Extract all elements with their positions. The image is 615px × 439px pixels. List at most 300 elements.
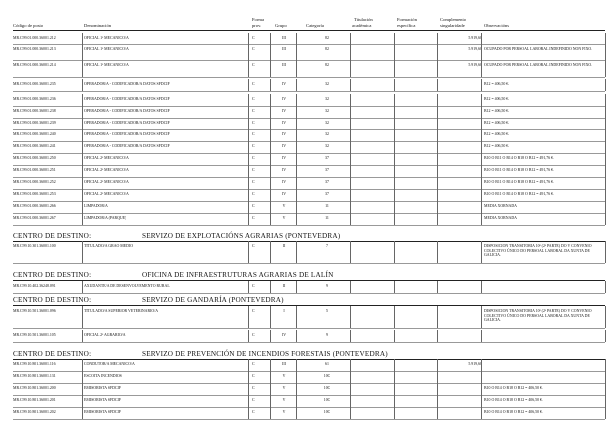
table-row xyxy=(0,153,615,165)
row-code: MR.C99.01.000.36001.240 xyxy=(13,132,56,136)
column-divider xyxy=(296,118,297,129)
column-divider xyxy=(394,213,395,225)
table-row xyxy=(0,306,615,328)
row-observacions: OCUPADO POR PERSOAL LABORAL INDEFINIDO NON FIXO. xyxy=(484,47,593,51)
row-denominacion: OPERADOR/A - CODIFICADOR/A DATOS SFDCIF xyxy=(84,82,170,86)
column-divider xyxy=(296,330,297,342)
column-divider xyxy=(350,201,351,213)
column-divider xyxy=(605,94,606,106)
row-observacions: B12 = 406,50 €. xyxy=(484,97,510,101)
column-divider xyxy=(437,141,438,153)
column-divider xyxy=(248,153,249,165)
column-divider xyxy=(82,201,83,213)
column-divider xyxy=(605,306,606,328)
column-divider xyxy=(437,213,438,225)
column-divider xyxy=(270,359,271,371)
row-grupo: V xyxy=(282,398,286,402)
row-observacions: B12 = 406,50 €. xyxy=(484,132,510,136)
column-divider xyxy=(296,407,297,419)
row-observacions: B10 Ó B14 Ó B18 Ó B12 = 406,50 €. xyxy=(484,410,543,414)
header-titulacion: Titulación xyxy=(354,17,373,22)
column-divider xyxy=(605,153,606,165)
column-divider xyxy=(605,44,606,60)
row-grupo: IV xyxy=(281,156,287,160)
column-divider xyxy=(270,33,271,44)
column-divider xyxy=(296,44,297,60)
column-divider xyxy=(605,330,606,342)
row-denominacion: OPERADOR/A - CODIFICADOR/A DATOS SFDCIF xyxy=(84,109,170,113)
column-divider xyxy=(248,407,249,419)
section-title: SERVIZO DE GANDARÍA (PONTEVEDRA) xyxy=(142,296,284,304)
row-denominacion: OPERADOR/A - CODIFICADOR/A DATOS SFDCIF xyxy=(84,121,170,125)
row-observacions: B12 = 406,50 €. xyxy=(484,82,510,86)
column-divider xyxy=(248,94,249,106)
row-categoria: 10C xyxy=(323,374,331,378)
column-divider xyxy=(296,60,297,77)
row-observacions: B10 Ó B14 Ó B18 Ó B12 = 406,50 €. xyxy=(484,386,543,390)
column-divider xyxy=(394,395,395,407)
column-divider xyxy=(437,106,438,118)
column-divider xyxy=(481,407,482,419)
column-divider xyxy=(437,118,438,129)
row-code: MR.C99.10.501.36001.105 xyxy=(13,333,56,337)
row-grupo: IV xyxy=(281,144,287,148)
column-divider xyxy=(605,359,606,371)
column-divider xyxy=(481,201,482,213)
table-row xyxy=(0,94,615,106)
column-divider xyxy=(248,395,249,407)
column-divider xyxy=(82,165,83,177)
column-divider xyxy=(481,79,482,91)
column-divider xyxy=(437,395,438,407)
column-divider xyxy=(82,60,83,77)
column-divider xyxy=(248,177,249,189)
header-observacions: Observacións xyxy=(484,23,510,28)
column-divider xyxy=(437,201,438,213)
row-code: MR.C99.10.301.36001.100 xyxy=(13,244,56,248)
row-denominacion: EMISORISTA SFDCIF xyxy=(84,410,121,414)
column-divider xyxy=(394,306,395,328)
row-forma: C xyxy=(252,82,255,86)
row-categoria: 32 xyxy=(325,97,329,101)
row-denominacion: OFICIAL 2ª AGRARIO/A xyxy=(84,333,126,337)
column-divider xyxy=(605,165,606,177)
column-divider xyxy=(481,359,482,371)
column-divider xyxy=(270,306,271,328)
column-divider xyxy=(350,395,351,407)
column-divider xyxy=(394,371,395,383)
row-grupo: III xyxy=(282,36,286,40)
row-observacions: MEDIA XORNADA xyxy=(484,204,517,208)
row-code: MR.C99.01.000.36001.253 xyxy=(13,192,56,196)
row-forma: C xyxy=(252,156,255,160)
column-divider xyxy=(481,281,482,293)
column-divider xyxy=(82,213,83,225)
table-row xyxy=(0,118,615,129)
column-divider xyxy=(394,33,395,44)
column-divider xyxy=(481,306,482,328)
row-forma: C xyxy=(252,410,255,414)
row-denominacion: OFICIAL 1ª MECÁNICO/A xyxy=(84,47,129,51)
column-divider xyxy=(605,60,606,77)
column-divider xyxy=(350,383,351,395)
row-code: MR.C99.10.402.36248.091 xyxy=(13,284,56,288)
row-divider xyxy=(13,77,605,78)
row-grupo: V xyxy=(282,216,286,220)
row-categoria: 37 xyxy=(325,192,329,196)
column-divider xyxy=(296,371,297,383)
column-divider xyxy=(437,94,438,106)
row-categoria: 5 xyxy=(326,309,328,313)
row-categoria: 9 xyxy=(326,333,328,337)
column-divider xyxy=(296,165,297,177)
column-divider xyxy=(296,33,297,44)
column-divider xyxy=(394,241,395,263)
column-divider xyxy=(270,165,271,177)
column-divider xyxy=(481,213,482,225)
row-code: MR.C99.10.501.36001.096 xyxy=(13,309,56,313)
row-forma: C xyxy=(252,121,255,125)
row-grupo: II xyxy=(282,284,286,288)
column-divider xyxy=(437,407,438,419)
column-divider xyxy=(248,330,249,342)
column-divider xyxy=(481,129,482,141)
table-row xyxy=(0,241,615,263)
column-divider xyxy=(481,383,482,395)
row-grupo: III xyxy=(282,63,286,67)
table-row xyxy=(0,165,615,177)
row-categoria: 11 xyxy=(325,216,329,220)
row-grupo: V xyxy=(282,204,286,208)
row-grupo: IV xyxy=(281,192,287,196)
column-divider xyxy=(82,371,83,383)
column-divider xyxy=(248,281,249,293)
column-divider xyxy=(437,306,438,328)
row-code: MR.C99.10.801.36001.201 xyxy=(13,398,56,402)
section-label: CENTRO DE DESTINO: xyxy=(13,350,92,358)
row-observacions: MEDIA XORNADA xyxy=(484,216,517,220)
row-categoria: 82 xyxy=(325,63,329,67)
column-divider xyxy=(605,407,606,419)
table-row xyxy=(0,383,615,395)
column-divider xyxy=(437,129,438,141)
row-categoria: 10C xyxy=(323,410,331,414)
column-divider xyxy=(248,383,249,395)
row-forma: C xyxy=(252,192,255,196)
column-divider xyxy=(82,241,83,263)
column-divider xyxy=(296,241,297,263)
column-divider xyxy=(394,281,395,293)
header-singularidade: singularidade xyxy=(440,23,465,28)
row-code: MR.C99.10.801.36001.202 xyxy=(13,410,56,414)
column-divider xyxy=(270,407,271,419)
column-divider xyxy=(82,106,83,118)
column-divider xyxy=(605,79,606,91)
row-categoria: 82 xyxy=(325,36,329,40)
column-divider xyxy=(481,241,482,263)
header-denominacion: Denominación xyxy=(84,23,112,28)
row-code: MR.C99.01.000.36001.239 xyxy=(13,121,56,125)
column-divider xyxy=(270,189,271,201)
header-rule xyxy=(13,30,605,31)
column-divider xyxy=(350,213,351,225)
column-divider xyxy=(82,395,83,407)
column-divider xyxy=(481,60,482,77)
column-divider xyxy=(82,407,83,419)
row-forma: C xyxy=(252,284,255,288)
column-divider xyxy=(270,281,271,293)
column-divider xyxy=(350,241,351,263)
row-observacions: DISPOSICIÓN TRANSITORIA 10ª (2ª PARTE) DO V CONVENIO COLECTIVO ÚNICO DO PERSOAL LABORAL DA XUNTA DE GALICIA. xyxy=(484,309,592,323)
column-divider xyxy=(350,33,351,44)
column-divider xyxy=(437,189,438,201)
table-row xyxy=(0,189,615,201)
column-divider xyxy=(394,407,395,419)
row-observacions: B12 = 406,50 €. xyxy=(484,109,510,113)
column-divider xyxy=(82,79,83,91)
table-row xyxy=(0,281,615,293)
column-divider xyxy=(481,44,482,60)
column-divider xyxy=(248,165,249,177)
table-row xyxy=(0,407,615,419)
table-row xyxy=(0,60,615,77)
column-divider xyxy=(82,141,83,153)
column-divider xyxy=(394,44,395,60)
column-divider xyxy=(350,79,351,91)
column-divider xyxy=(296,141,297,153)
row-code: MR.C99.10.801.36001.200 xyxy=(13,386,56,390)
row-categoria: 11 xyxy=(325,204,329,208)
column-divider xyxy=(248,201,249,213)
column-divider xyxy=(270,241,271,263)
row-categoria: 61 xyxy=(325,362,329,366)
column-divider xyxy=(605,33,606,44)
column-divider xyxy=(82,118,83,129)
section-label: CENTRO DE DESTINO: xyxy=(13,296,92,304)
column-divider xyxy=(82,177,83,189)
table-row xyxy=(0,395,615,407)
column-divider xyxy=(481,94,482,106)
column-divider xyxy=(270,79,271,91)
column-divider xyxy=(270,141,271,153)
row-observacions: OCUPADO POR PERSOAL LABORAL INDEFINIDO NON FIXO. xyxy=(484,63,593,67)
table-row xyxy=(0,33,615,44)
row-forma: C xyxy=(252,362,255,366)
row-denominacion: OPERADOR/A - CODIFICADOR/A DATOS SFDCIF xyxy=(84,97,170,101)
row-categoria: 9 xyxy=(326,284,328,288)
row-code: MR.C99.01.000.36001.266 xyxy=(13,204,56,208)
column-divider xyxy=(350,330,351,342)
row-forma: C xyxy=(252,144,255,148)
row-categoria: 37 xyxy=(325,180,329,184)
row-categoria: 32 xyxy=(325,109,329,113)
header-academica: académica xyxy=(352,23,372,28)
column-divider xyxy=(605,281,606,293)
header-grupo: Grupo xyxy=(275,23,287,28)
column-divider xyxy=(437,383,438,395)
column-divider xyxy=(270,371,271,383)
column-divider xyxy=(481,141,482,153)
column-divider xyxy=(82,306,83,328)
row-grupo: V xyxy=(282,410,286,414)
table-row xyxy=(0,177,615,189)
column-divider xyxy=(437,165,438,177)
table-row xyxy=(0,141,615,153)
row-forma: C xyxy=(252,180,255,184)
column-divider xyxy=(248,306,249,328)
column-divider xyxy=(350,407,351,419)
column-divider xyxy=(296,201,297,213)
row-denominacion: OPERADOR/A - CODIFICADOR/A DATOS SFDCIF xyxy=(84,132,170,136)
column-divider xyxy=(481,371,482,383)
column-divider xyxy=(394,118,395,129)
row-denominacion: CONDUTOR/A MECÁNICO/A xyxy=(84,362,135,366)
row-grupo: IV xyxy=(281,132,287,136)
column-divider xyxy=(437,281,438,293)
column-divider xyxy=(437,44,438,60)
column-divider xyxy=(270,153,271,165)
row-observacions: B12 = 406,50 €. xyxy=(484,144,510,148)
row-grupo: IV xyxy=(281,168,287,172)
column-divider xyxy=(605,241,606,263)
row-denominacion: EMISORISTA SFDCIF xyxy=(84,386,121,390)
row-grupo: IV xyxy=(281,121,287,125)
header-categoria: Categoría xyxy=(306,23,324,28)
column-divider xyxy=(350,94,351,106)
column-divider xyxy=(350,177,351,189)
column-divider xyxy=(605,141,606,153)
column-divider xyxy=(350,141,351,153)
row-observacions: B12 = 406,50 €. xyxy=(484,121,510,125)
row-code: MR.C99.01.000.36001.252 xyxy=(13,180,56,184)
column-divider xyxy=(296,79,297,91)
row-categoria: 7 xyxy=(326,244,328,248)
column-divider xyxy=(270,177,271,189)
row-code: MR.C99.01.000.36001.267 xyxy=(13,216,56,220)
column-divider xyxy=(296,395,297,407)
table-row xyxy=(0,201,615,213)
column-divider xyxy=(82,44,83,60)
column-divider xyxy=(394,141,395,153)
row-observacions: B10 Ó B14 Ó B18 Ó B12 = 406,50 €. xyxy=(484,398,543,402)
column-divider xyxy=(248,213,249,225)
row-code: MR.C99.01.000.36001.250 xyxy=(13,156,56,160)
section-header xyxy=(0,271,615,281)
row-complemento: 5.919,60 xyxy=(468,362,482,366)
row-forma: C xyxy=(252,374,255,378)
row-categoria: 10C xyxy=(323,386,331,390)
column-divider xyxy=(296,189,297,201)
column-divider xyxy=(481,330,482,342)
column-divider xyxy=(270,395,271,407)
column-divider xyxy=(270,44,271,60)
table-row xyxy=(0,44,615,60)
column-divider xyxy=(248,241,249,263)
column-divider xyxy=(296,383,297,395)
row-divider xyxy=(13,91,605,92)
column-divider xyxy=(394,94,395,106)
column-divider xyxy=(248,33,249,44)
row-forma: C xyxy=(252,36,255,40)
row-denominacion: OFICIAL 2ª MECÁNICO/A xyxy=(84,192,129,196)
column-divider xyxy=(296,359,297,371)
row-grupo: V xyxy=(282,386,286,390)
table-row xyxy=(0,330,615,342)
column-divider xyxy=(350,371,351,383)
row-forma: C xyxy=(252,216,255,220)
row-complemento: 5.919,60 xyxy=(468,36,482,40)
column-divider xyxy=(82,189,83,201)
header-complemento: Complemento xyxy=(440,17,467,22)
row-denominacion: OFICIAL 2ª MECÁNICO/A xyxy=(84,180,129,184)
column-divider xyxy=(394,106,395,118)
row-grupo: IV xyxy=(281,180,287,184)
row-categoria: 37 xyxy=(325,168,329,172)
row-observacions: DISPOSICIÓN TRANSITORIA 10ª (2ª PARTE) DO V CONVENIO COLECTIVO ÚNICO DO PERSOAL LABORAL DA XUNTA DE GALICIA. xyxy=(484,244,592,258)
row-denominacion: OFICIAL 1ª MECÁNICO/A xyxy=(84,63,129,67)
column-divider xyxy=(394,189,395,201)
column-divider xyxy=(350,153,351,165)
column-divider xyxy=(605,189,606,201)
column-divider xyxy=(82,359,83,371)
row-categoria: 32 xyxy=(325,132,329,136)
table-row xyxy=(0,129,615,141)
row-denominacion: OFICIAL 2ª MECÁNICO/A xyxy=(84,168,129,172)
table-row xyxy=(0,213,615,225)
row-categoria: 32 xyxy=(325,144,329,148)
column-divider xyxy=(394,177,395,189)
row-code: MR.C99.01.000.36001.251 xyxy=(13,168,56,172)
column-divider xyxy=(248,189,249,201)
column-divider xyxy=(481,395,482,407)
table-row xyxy=(0,106,615,118)
column-divider xyxy=(605,118,606,129)
column-divider xyxy=(296,306,297,328)
row-grupo: IV xyxy=(281,333,287,337)
column-divider xyxy=(394,383,395,395)
column-divider xyxy=(437,153,438,165)
column-divider xyxy=(350,306,351,328)
column-divider xyxy=(350,106,351,118)
row-denominacion: ESCOITA INCENDIOS xyxy=(84,374,122,378)
column-divider xyxy=(270,201,271,213)
column-divider xyxy=(82,94,83,106)
row-forma: C xyxy=(252,97,255,101)
row-observacions: B10 Ó B11 Ó B14 Ó B18 Ó B12 = 491,76 €. xyxy=(484,156,555,160)
row-grupo: IV xyxy=(281,109,287,113)
row-code: MR.C99.10.801.36001.131 xyxy=(13,374,56,378)
column-divider xyxy=(248,129,249,141)
column-divider xyxy=(605,177,606,189)
column-divider xyxy=(296,281,297,293)
row-categoria: 32 xyxy=(325,82,329,86)
column-divider xyxy=(481,165,482,177)
column-divider xyxy=(437,33,438,44)
column-divider xyxy=(248,44,249,60)
column-divider xyxy=(394,330,395,342)
row-grupo: IV xyxy=(281,82,287,86)
column-divider xyxy=(270,106,271,118)
column-divider xyxy=(270,94,271,106)
row-code: MR.C99.10.801.36001.116 xyxy=(13,362,56,366)
column-divider xyxy=(270,213,271,225)
row-observacions: B10 Ó B11 Ó B14 Ó B18 Ó B12 = 491,76 €. xyxy=(484,192,555,196)
row-forma: C xyxy=(252,109,255,113)
row-forma: C xyxy=(252,386,255,390)
table-header xyxy=(0,0,615,30)
row-categoria: 82 xyxy=(325,47,329,51)
column-divider xyxy=(437,371,438,383)
